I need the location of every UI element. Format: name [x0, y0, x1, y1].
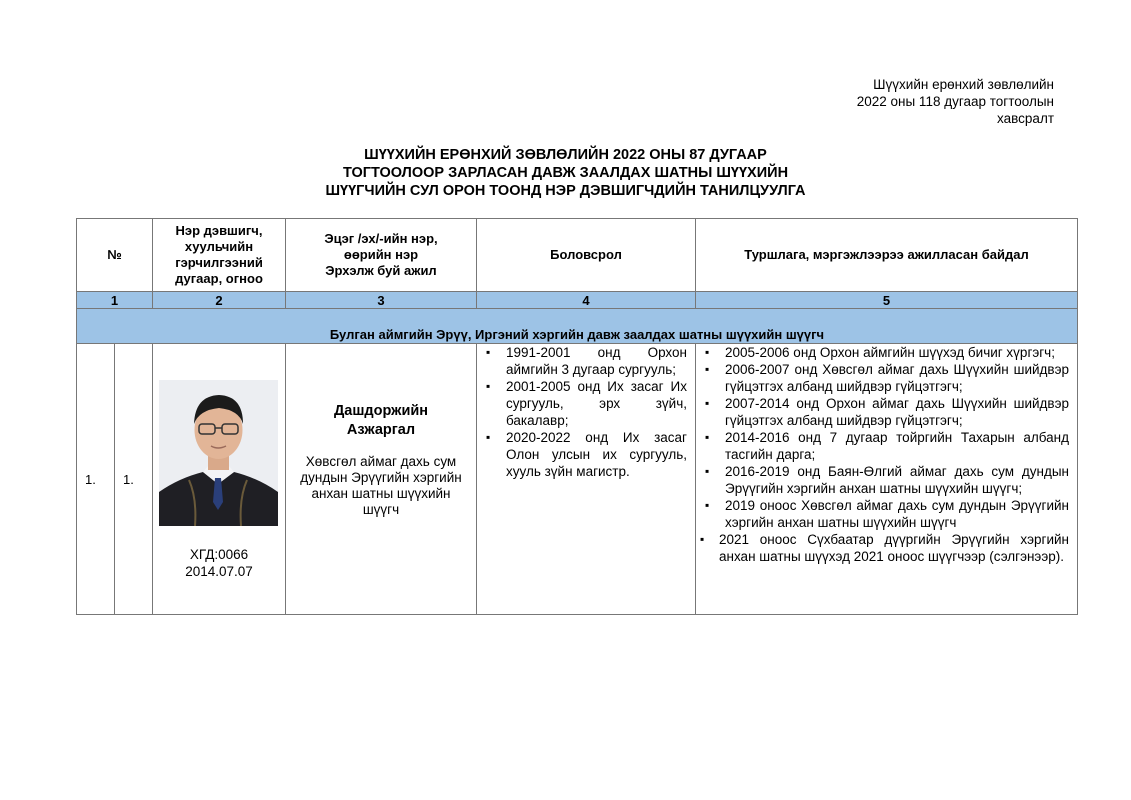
title-line-1: ШҮҮХИЙН ЕРӨНХИЙ ЗӨВЛӨЛИЙН 2022 ОНЫ 87 ДУГААР	[364, 147, 767, 163]
header-name-line: Эрхэлж буй ажил	[325, 263, 437, 278]
list-item: ▪ 2016-2019 онд Баян-Өлгий аймаг дахь сум дундын Эрүүгийн хэргийн анхан шатны шүүхийн шүүгч;	[696, 463, 1077, 497]
header-number: №	[77, 219, 153, 292]
portrait-icon	[159, 380, 278, 526]
candidate-name-cell	[286, 344, 477, 615]
list-item: ▪ 2005-2006 онд Орхон аймгийн шүүхэд бичиг хүргэгч;	[696, 344, 1077, 361]
list-item: ▪ 2020-2022 онд Их засаг Олон улсын их сургууль, хууль зүйн магистр.	[477, 429, 695, 480]
list-item: ▪ 2006-2007 онд Хөвсгөл аймаг дахь Шүүхийн шийдвэр гүйцэтгэх албанд шийдвэр гүйцэтгэгч;	[696, 361, 1077, 395]
list-item: ▪ 2021 оноос Сүхбаатар дүүргийн Эрүүгийн хэргийн анхан шатны шүүхэд 2021 оноос шүүгчээр (сэлгэнээр).	[696, 531, 1077, 565]
list-item: ▪ 2007-2014 онд Орхон аймаг дахь Шүүхийн шийдвэр гүйцэтгэх албанд шийдвэр гүйцэтгэгч;	[696, 395, 1077, 429]
column-number: 5	[696, 292, 1078, 309]
experience-list	[696, 344, 1077, 565]
experience-cell	[696, 344, 1078, 615]
header-name-line: Эцэг /эх/-ийн нэр,	[324, 231, 438, 246]
row-index-b: 1.	[115, 344, 153, 615]
list-item: ▪ 2019 оноос Хөвсгөл аймаг дахь сум дундын Эрүүгийн хэргийн анхан шатны шүүхийн шүүгч	[696, 497, 1077, 531]
header-candidate-line: хуульчийн	[184, 239, 254, 254]
candidates-table	[76, 218, 1078, 615]
candidate-name-line: Дашдоржийн	[333, 403, 429, 419]
list-item: ▪ 1991-2001 онд Орхон аймгийн 3 дугаар сургууль;	[477, 344, 695, 378]
header-candidate-line: дугаар, огноо	[175, 271, 263, 286]
header-candidate-line: Нэр дэвшигч,	[175, 223, 263, 238]
annex-line-2: 2022 оны 118 дугаар тогтоолын	[856, 94, 1054, 109]
header-name-line: өөрийн нэр	[343, 247, 419, 262]
candidate-name-line: Азжаргал	[346, 422, 416, 438]
title-line-2: ТОГТООЛООР ЗАРЛАСАН ДАВЖ ЗААЛДАХ ШАТНЫ ШҮҮХИЙН	[342, 165, 789, 181]
header-candidate	[153, 219, 286, 292]
candidate-photo-cell	[153, 344, 286, 615]
region-title: Булган аймгийн Эрүү, Иргэний хэргийн давж заалдах шатны шүүхийн шүүгч	[77, 309, 1078, 344]
annex-note	[857, 76, 1054, 127]
column-number: 1	[77, 292, 153, 309]
header-name-position	[286, 219, 477, 292]
list-item: ▪ 2014-2016 онд 7 дугаар тойргийн Тахарын албанд тасгийн дарга;	[696, 429, 1077, 463]
certificate-number: ХГД:0066	[189, 547, 249, 562]
list-item: ▪ 2001-2005 онд Их засаг Их сургууль, эрх зүйч, бакалавр;	[477, 378, 695, 429]
table-row	[77, 344, 1078, 615]
candidate-photo	[159, 380, 278, 526]
column-number: 2	[153, 292, 286, 309]
annex-line-3: хавсралт	[997, 111, 1054, 126]
header-education: Боловсрол	[477, 219, 696, 292]
region-row	[77, 309, 1078, 344]
certificate-date: 2014.07.07	[185, 564, 253, 579]
education-list	[477, 344, 695, 480]
annex-line-1: Шүүхийн ерөнхий зөвлөлийн	[873, 77, 1054, 92]
education-cell	[477, 344, 696, 615]
column-number: 4	[477, 292, 696, 309]
certificate-info	[153, 546, 285, 580]
candidate-name	[286, 402, 476, 440]
column-number: 3	[286, 292, 477, 309]
table-header-row	[77, 219, 1078, 292]
column-number-row	[77, 292, 1078, 309]
row-index-a: 1.	[77, 344, 115, 615]
header-candidate-line: гэрчилгээний	[175, 255, 263, 270]
header-experience: Туршлага, мэргэжлээрээ ажилласан байдал	[696, 219, 1078, 292]
document-title	[0, 146, 1131, 200]
candidate-position: Хөвсгөл аймаг дахь сум дундын Эрүүгийн хэргийн анхан шатны шүүхийн шүүгч	[300, 454, 462, 517]
title-line-3: ШҮҮГЧИЙН СУЛ ОРОН ТООНД НЭР ДЭВШИГЧДИЙН ТАНИЛЦУУЛГА	[325, 183, 806, 199]
